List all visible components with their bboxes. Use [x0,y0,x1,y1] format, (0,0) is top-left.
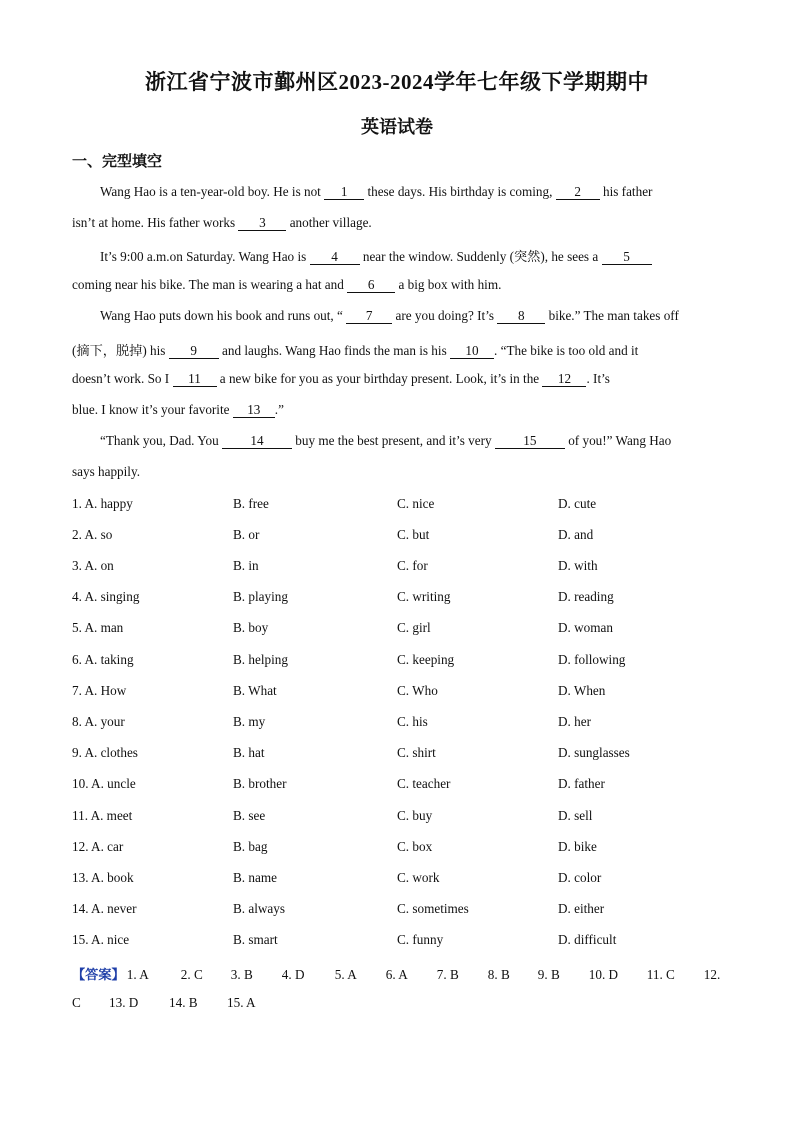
passage-line [72,215,722,231]
passage-text: near the window. Suddenly (突然), he sees a [359,249,602,264]
blank-13: 13 [233,403,275,418]
passage-line [100,184,722,200]
blank-7: 7 [346,309,392,324]
answer-item: 1. A [126,967,149,982]
option-c: C. box [397,839,433,854]
option-d: D. cute [558,496,597,511]
option-a: 7. A. How [72,683,127,698]
option-c: C. writing [397,589,451,604]
answer-item: 14. B [169,995,198,1010]
option-b: B. my [233,714,266,729]
answer-item: 12. [703,967,721,982]
passage-line [72,402,722,418]
answer-item: 4. D [281,967,305,982]
passage-line [100,433,722,449]
option-d: D. When [558,683,606,698]
passage-text: .” [274,402,284,417]
option-d: D. woman [558,620,613,635]
option-b: B. smart [233,932,278,947]
option-a: 10. A. uncle [72,776,136,791]
option-d: D. with [558,558,598,573]
passage-line [72,464,722,480]
question-row [72,652,732,670]
blank-4: 4 [310,250,360,265]
blank-3: 3 [238,216,286,231]
option-a: 4. A. singing [72,589,140,604]
blank-1: 1 [324,185,364,200]
question-row [72,527,732,545]
option-c: C. his [397,714,428,729]
option-b: B. playing [233,589,288,604]
option-b: B. see [233,808,266,823]
option-a: 12. A. car [72,839,124,854]
page-title: 浙江省宁波市鄞州区2023-2024学年七年级下学期期中 [145,70,649,94]
option-d: D. either [558,901,605,916]
passage-text: another village. [286,215,372,230]
answer-item: 6. A [385,967,408,982]
option-a: 3. A. on [72,558,114,573]
passage-line [100,246,722,265]
blank-2: 2 [556,185,600,200]
answer-key-line [72,964,720,983]
option-a: 1. A. happy [72,496,133,511]
option-b: B. or [233,527,260,542]
passage-line [72,340,722,359]
option-a: 13. A. book [72,870,134,885]
blank-8: 8 [497,309,545,324]
option-d: D. color [558,870,602,885]
question-row [72,870,732,888]
passage-text: bike.” The man takes off [545,308,679,323]
option-c: C. teacher [397,776,451,791]
question-row [72,496,732,514]
option-c: C. keeping [397,652,455,667]
option-c: C. funny [397,932,444,947]
passage-text: says happily. [72,464,141,479]
blank-6: 6 [347,278,395,293]
option-c: C. sometimes [397,901,469,916]
option-c: C. nice [397,496,435,511]
passage-text: his father [599,184,653,199]
option-d: D. reading [558,589,614,604]
answer-item: 15. A [227,995,256,1010]
option-b: B. helping [233,652,288,667]
question-row [72,714,732,732]
option-b: B. bag [233,839,268,854]
answer-item: 11. C [646,967,675,982]
option-b: B. What [233,683,277,698]
option-d: D. father [558,776,605,791]
blank-9: 9 [169,344,219,359]
answer-item: 5. A [334,967,357,982]
blank-10: 10 [450,344,494,359]
passage-text: . It’s [586,371,610,386]
question-row [72,808,732,826]
option-a: 2. A. so [72,527,113,542]
answer-item: 8. B [487,967,510,982]
option-b: B. brother [233,776,287,791]
option-c: C. work [397,870,440,885]
blank-11: 11 [173,372,217,387]
passage-text: “Thank you, Dad. You [100,433,222,448]
passage-text: these days. His birthday is coming, [364,184,556,199]
blank-14: 14 [222,434,292,449]
answer-item: 13. D [109,995,139,1010]
option-d: D. difficult [558,932,617,947]
option-a: 11. A. meet [72,808,133,823]
option-c: C. Who [397,683,438,698]
option-b: B. hat [233,745,265,760]
passage-text: Wang Hao is a ten-year-old boy. He is not [100,184,325,199]
answer-item: 9. B [537,967,560,982]
passage-text: . “The bike is too old and it [494,343,639,358]
option-a: 5. A. man [72,620,124,635]
question-row [72,589,732,607]
question-row [72,776,732,794]
option-b: B. always [233,901,286,916]
option-c: C. for [397,558,428,573]
passage-text: isn’t at home. His father works [72,215,239,230]
option-c: C. but [397,527,430,542]
option-d: D. sell [558,808,593,823]
option-d: D. her [558,714,591,729]
question-row [72,683,732,701]
passage-line [100,308,722,324]
question-row [72,839,732,857]
answer-item: 7. B [436,967,459,982]
passage-text: and laughs. Wang Hao finds the man is his [218,343,450,358]
option-b: B. name [233,870,277,885]
blank-12: 12 [542,372,586,387]
question-row [72,620,732,638]
option-c: C. girl [397,620,431,635]
option-a: 14. A. never [72,901,137,916]
page-subtitle: 英语试卷 [361,117,433,137]
answer-item: 3. B [230,967,253,982]
passage-text: doesn’t work. So I [72,371,173,386]
passage-text: a new bike for you as your birthday present. Look, it’s in the [216,371,543,386]
passage-text: Wang Hao puts down his book and runs out, “ [100,308,347,323]
blank-15: 15 [495,434,565,449]
passage-text: blue. I know it’s your favorite [72,402,233,417]
option-d: D. sunglasses [558,745,630,760]
answer-item: 10. D [588,967,619,982]
passage-text: buy me the best present, and it’s very [291,433,495,448]
answer-item: C [72,995,81,1010]
option-c: C. shirt [397,745,436,760]
answer-label: 【答案】 [72,967,125,982]
answer-key-line [72,995,256,1011]
option-d: D. bike [558,839,597,854]
blank-5: 5 [602,250,652,265]
option-a: 8. A. your [72,714,125,729]
passage-text: of you!” Wang Hao [564,433,672,448]
passage-line [72,371,722,387]
option-b: B. boy [233,620,269,635]
question-row [72,901,732,919]
passage-line [72,277,722,293]
passage-text: (摘下，脱掉) his [72,343,169,358]
section-heading: 一、完型填空 [72,154,163,170]
option-a: 6. A. taking [72,652,134,667]
option-d: D. and [558,527,594,542]
passage-text: It’s 9:00 a.m.on Saturday. Wang Hao is [100,249,310,264]
passage-text: coming near his bike. The man is wearing a hat and [72,277,348,292]
question-row [72,932,732,950]
option-c: C. buy [397,808,433,823]
passage-text: are you doing? It’s [392,308,498,323]
question-row [72,745,732,763]
option-a: 9. A. clothes [72,745,138,760]
answer-item: 2. C [180,967,203,982]
option-a: 15. A. nice [72,932,130,947]
option-b: B. free [233,496,269,511]
passage-text: a big box with him. [395,277,502,292]
question-row [72,558,732,576]
option-b: B. in [233,558,259,573]
option-d: D. following [558,652,626,667]
